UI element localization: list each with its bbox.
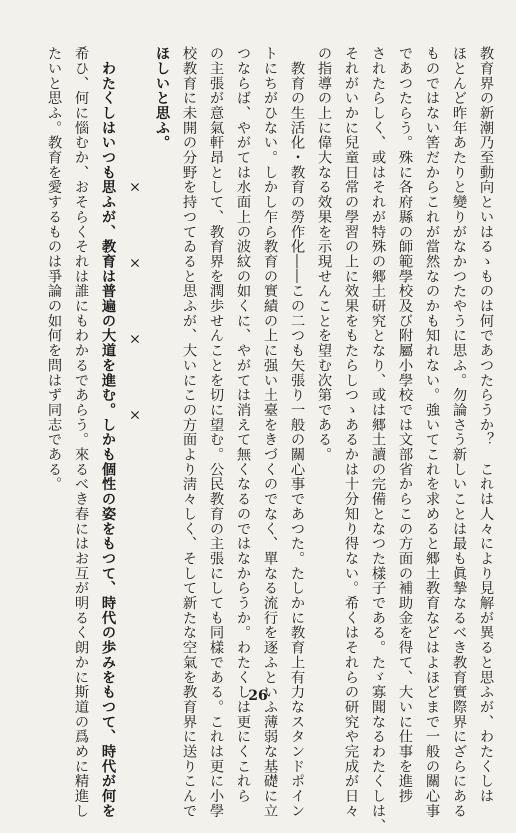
text-line: の指導の上に偉大なる效果を示現せんことを望む次第である。 — [316, 46, 332, 462]
text-line: トにちがひない。しかし乍ら教育の實績の上に强い土臺をきづくのでなく、單なる流行を逐ふといふ薄弱な基礎に立 — [262, 46, 278, 819]
text-line: であつたらう。殊に各府縣の師範學校及び附屬小學校では文部省からこの方面の補助金を得て、大いに仕事を進捗 — [397, 46, 413, 804]
text-line: ほとんど昨年あたりと變りがなかつたやうに思ふ。勿論さう新しいことは最も眞摯なるべき教育實際界にざらにある — [451, 46, 467, 819]
text-line: 希ひ、何に惱むか、おそらくそれは誰にもわかるであらう。來るべき春にはお互が明るく朗かに斯道の爲めに精進し — [73, 46, 89, 819]
text-line: 教育の生活化・教育の勞作化――この二つも矢張り一般の關心事であつた。たしかに教育上有力なスタンドポイン — [289, 46, 305, 819]
page-number: 26 — [248, 688, 268, 704]
text-line: それがいかに兒童日常の學習の上に效果をもたらしつゝあるかは十分知り得ない。希くはそれらの研究や完成が日々 — [343, 46, 359, 819]
text-line: 校教育に未開の分野を持つてゐると思ふが、大いにこの方面より淸々しく、そして新たな空氣を教育界に送りこんで — [181, 46, 197, 819]
text-line: の主張が意氣軒昂として、教育界を潤歩せんことを切に望む。公民教育の主張にしても同樣である。これは更に小學 — [208, 46, 224, 819]
text-line: たいと思ふ。教育を愛するものは爭論の如何を問はず同志である。 — [46, 46, 62, 492]
text-line: されたらしく、或はそれが特殊の郷土研究となり、或は郷土讀の完備となつた樣子である。たゞ寡聞なるわたくしは、 — [370, 46, 386, 833]
text-line: 教育界の新潮乃至動向といはるゝものは何であつたらうか？ これは人々により見解が異ると思ふが、わたくしは — [478, 46, 494, 804]
text-line: つならば、やがては水面上の波紋の如くに、やがては消えて無くなるのではなからうか。わたくしは更にくこれら — [235, 46, 251, 804]
text-line: わたくしはいつも思ふが、教育は普遍の大道を進む。しかも個性の姿をもつて、時代の歩みをもつて、時代が何を — [100, 46, 116, 819]
text-line: ものではない筈だからこれが當然なのかも知れない。強いてこれを求めると郷土教育などはよほどまで一般の關心事 — [424, 46, 440, 819]
section-separator: × × × × — [127, 46, 143, 425]
text-line: ほしいと思ふ。 — [154, 46, 170, 150]
